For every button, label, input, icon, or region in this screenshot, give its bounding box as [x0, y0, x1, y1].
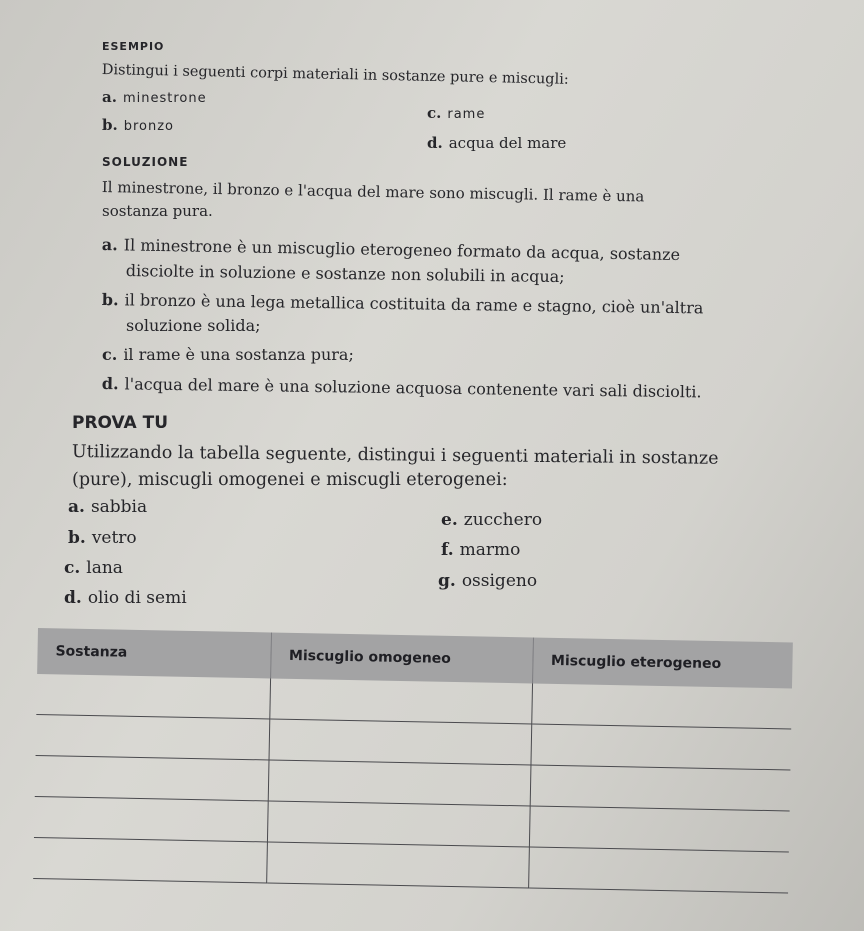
point-line1: il bronzo è una lega metallica costituita da rame e stagno, cioè un'altra — [124, 290, 704, 318]
item-text: bronzo — [123, 119, 174, 134]
table-cell[interactable] — [36, 674, 270, 719]
table-cell[interactable] — [528, 847, 789, 893]
item-text: sabbia — [90, 497, 148, 517]
item-letter: g. — [438, 571, 456, 591]
prova-tu-heading: PROVA TU — [72, 413, 169, 433]
prova-item-f — [441, 540, 520, 560]
soluzione-point-a — [102, 235, 681, 264]
item-letter: c. — [427, 104, 442, 122]
item-text: marmo — [459, 540, 521, 560]
table-cell[interactable] — [269, 719, 532, 765]
table-cell[interactable] — [33, 837, 267, 882]
table-cell[interactable] — [530, 724, 791, 770]
item-letter: a. — [102, 88, 117, 106]
soluzione-intro-line2: sostanza pura. — [102, 202, 213, 220]
table-cell[interactable] — [529, 806, 790, 852]
item-letter: b. — [68, 528, 86, 548]
esempio-item-b — [102, 116, 174, 134]
soluzione-point-d — [102, 374, 702, 401]
point-line1: l'acqua del mare è una soluzione acquosa contenente vari sali disciolti. — [124, 374, 702, 402]
point-letter: a. — [101, 235, 118, 255]
table-cell[interactable] — [269, 678, 532, 724]
item-letter: d. — [427, 134, 443, 152]
table-cell[interactable] — [266, 842, 529, 888]
point-letter: b. — [101, 290, 119, 310]
table-cell[interactable] — [36, 714, 270, 759]
soluzione-heading: SOLUZIONE — [102, 155, 189, 169]
item-text: olio di semi — [87, 588, 187, 608]
item-letter: e. — [441, 510, 458, 530]
item-text: ossigeno — [461, 571, 538, 591]
table-cell[interactable] — [268, 760, 531, 806]
item-letter: b. — [102, 116, 118, 134]
prova-item-g — [438, 571, 537, 591]
table-cell[interactable] — [531, 683, 792, 728]
point-line1: Il minestrone è un miscuglio eterogeneo formato da acqua, sostanze — [123, 235, 681, 265]
point-letter: d. — [101, 374, 119, 394]
item-letter: a. — [68, 497, 85, 517]
prova-item-d — [64, 588, 187, 608]
header-miscuglio-eterogeneo: Miscuglio eterogeneo — [532, 638, 793, 689]
point-line1: il rame è una sostanza pura; — [123, 345, 354, 364]
soluzione-point-c — [102, 345, 354, 364]
header-sostanza: Sostanza — [37, 628, 271, 678]
item-text: acqua del mare — [448, 134, 567, 152]
esempio-item-a — [102, 88, 207, 106]
header-miscuglio-omogeneo: Miscuglio omogeneo — [270, 632, 533, 683]
table-cell[interactable] — [34, 796, 268, 841]
item-text: lana — [86, 558, 123, 578]
esempio-item-d — [427, 134, 566, 152]
item-letter: f. — [441, 540, 454, 560]
prova-item-c — [64, 558, 123, 578]
prova-item-e — [441, 510, 542, 530]
prova-tu-prompt-line2: (pure), miscugli omogenei e miscugli eterogenei: — [72, 470, 508, 490]
table-cell[interactable] — [35, 755, 269, 800]
item-text: rame — [447, 107, 486, 122]
table-cell[interactable] — [267, 801, 530, 847]
classification-table — [33, 628, 793, 893]
soluzione-intro-line1: Il minestrone, il bronzo e l'acqua del mare sono miscugli. Il rame è una — [101, 178, 645, 206]
item-text: zucchero — [463, 510, 543, 530]
esempio-heading: ESEMPIO — [102, 40, 165, 53]
table-cell[interactable] — [530, 765, 791, 811]
point-letter: c. — [102, 345, 118, 364]
item-letter: d. — [64, 588, 82, 608]
prova-tu-prompt-line1: Utilizzando la tabella seguente, distingui i seguenti materiali in sostanze — [71, 442, 719, 469]
soluzione-point-a-cont: disciolte in soluzione e sostanze non solubili in acqua; — [125, 261, 565, 287]
prova-item-a — [68, 497, 147, 517]
esempio-prompt: Distingui i seguenti corpi materiali in sostanze pure e miscugli: — [101, 62, 569, 88]
prova-item-b — [68, 528, 137, 548]
classification-table-wrapper — [33, 628, 803, 898]
item-text: minestrone — [122, 91, 207, 106]
item-text: vetro — [91, 528, 137, 548]
item-letter: c. — [64, 558, 81, 578]
soluzione-point-b — [102, 290, 704, 317]
esempio-item-c — [427, 104, 485, 122]
soluzione-point-b-cont: soluzione solida; — [126, 316, 261, 335]
